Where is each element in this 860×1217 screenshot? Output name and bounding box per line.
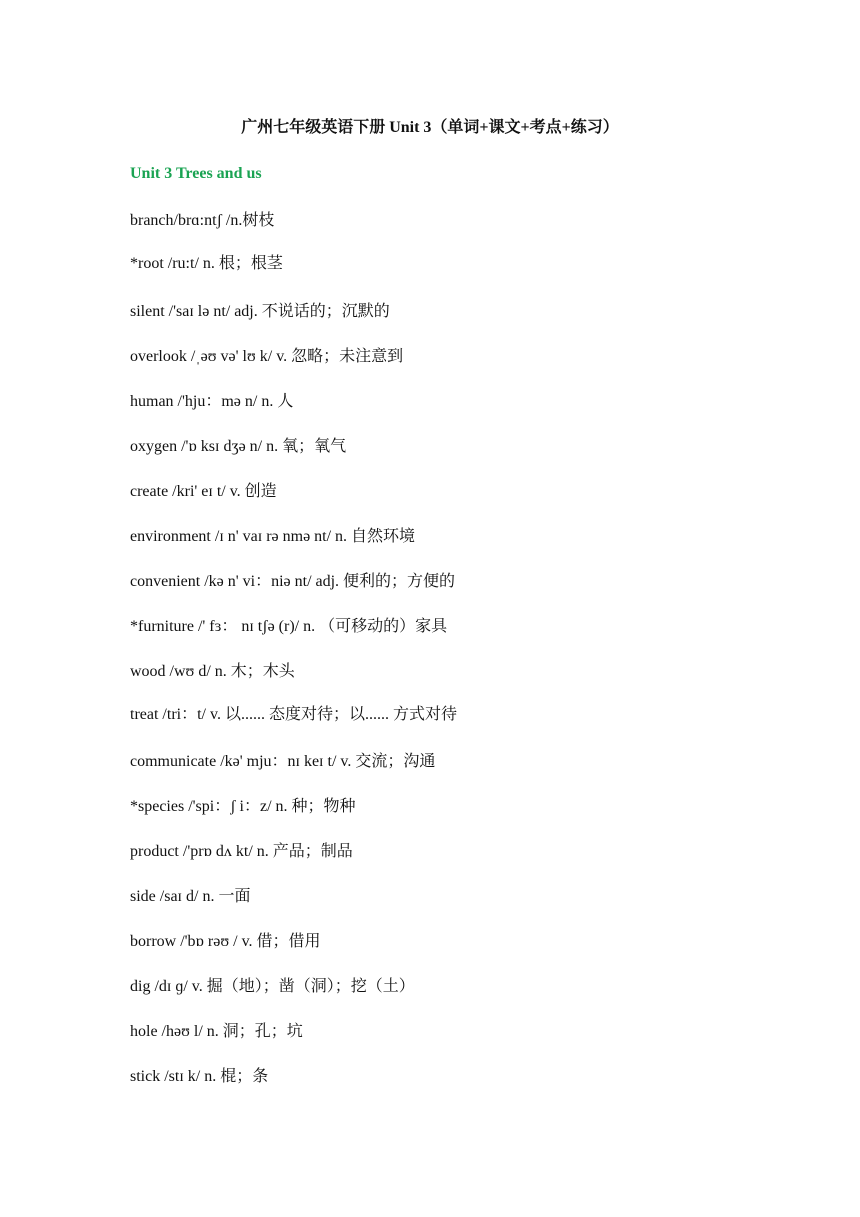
vocab-entry-species: *species /'spi：ʃ i：z/ n. 种；物种: [130, 798, 356, 815]
vocab-entry-convenient: convenient /kə n' vi：niə nt/ adj. 便利的；方便的: [130, 573, 456, 590]
vocab-entry-communicate: communicate /kə' mju：nɪ keɪ t/ v. 交流；沟通: [130, 753, 436, 770]
vocab-entry-stick: stick /stɪ k/ n. 棍；条: [130, 1068, 269, 1085]
vocab-entry-human: human /'hju：mə n/ n. 人: [130, 393, 294, 410]
vocab-entry-furniture: *furniture /' fɜ： nɪ tʃə (r)/ n. （可移动的）家具: [130, 618, 448, 635]
vocab-entry-overlook: overlook /ˌəʊ və' lʊ k/ v. 忽略；未注意到: [130, 348, 404, 365]
vocab-entry-create: create /kri' eɪ t/ v. 创造: [130, 483, 277, 500]
document-title: 广州七年级英语下册 Unit 3（单词+课文+考点+练习）: [241, 119, 619, 136]
vocab-entry-wood: wood /wʊ d/ n. 木；木头: [130, 663, 295, 680]
vocab-entry-environment: environment /ɪ n' vaɪ rə nmə nt/ n. 自然环境: [130, 528, 416, 545]
vocab-entry-hole: hole /həʊ l/ n. 洞；孔；坑: [130, 1023, 303, 1040]
vocab-entry-side: side /saɪ d/ n. 一面: [130, 888, 251, 905]
vocab-entry-silent: silent /'saɪ lə nt/ adj. 不说话的；沉默的: [130, 303, 390, 320]
vocab-entry-branch: branch/brɑ:ntʃ /n.树枝: [130, 212, 275, 229]
vocab-entry-oxygen: oxygen /'ɒ ksɪ dʒə n/ n. 氧；氧气: [130, 438, 347, 455]
vocab-entry-root: *root /ru:t/ n. 根；根茎: [130, 255, 283, 272]
vocab-entry-borrow: borrow /'bɒ rəʊ / v. 借；借用: [130, 933, 321, 950]
vocab-entry-treat: treat /tri：t/ v. 以...... 态度对待；以...... 方式对待: [130, 706, 457, 723]
section-heading: Unit 3 Trees and us: [130, 165, 262, 182]
vocab-entry-dig: dig /dɪ ɡ/ v. 掘（地）；凿（洞）；挖（土）: [130, 978, 415, 995]
vocab-entry-product: product /'prɒ dʌ kt/ n. 产品；制品: [130, 843, 353, 860]
